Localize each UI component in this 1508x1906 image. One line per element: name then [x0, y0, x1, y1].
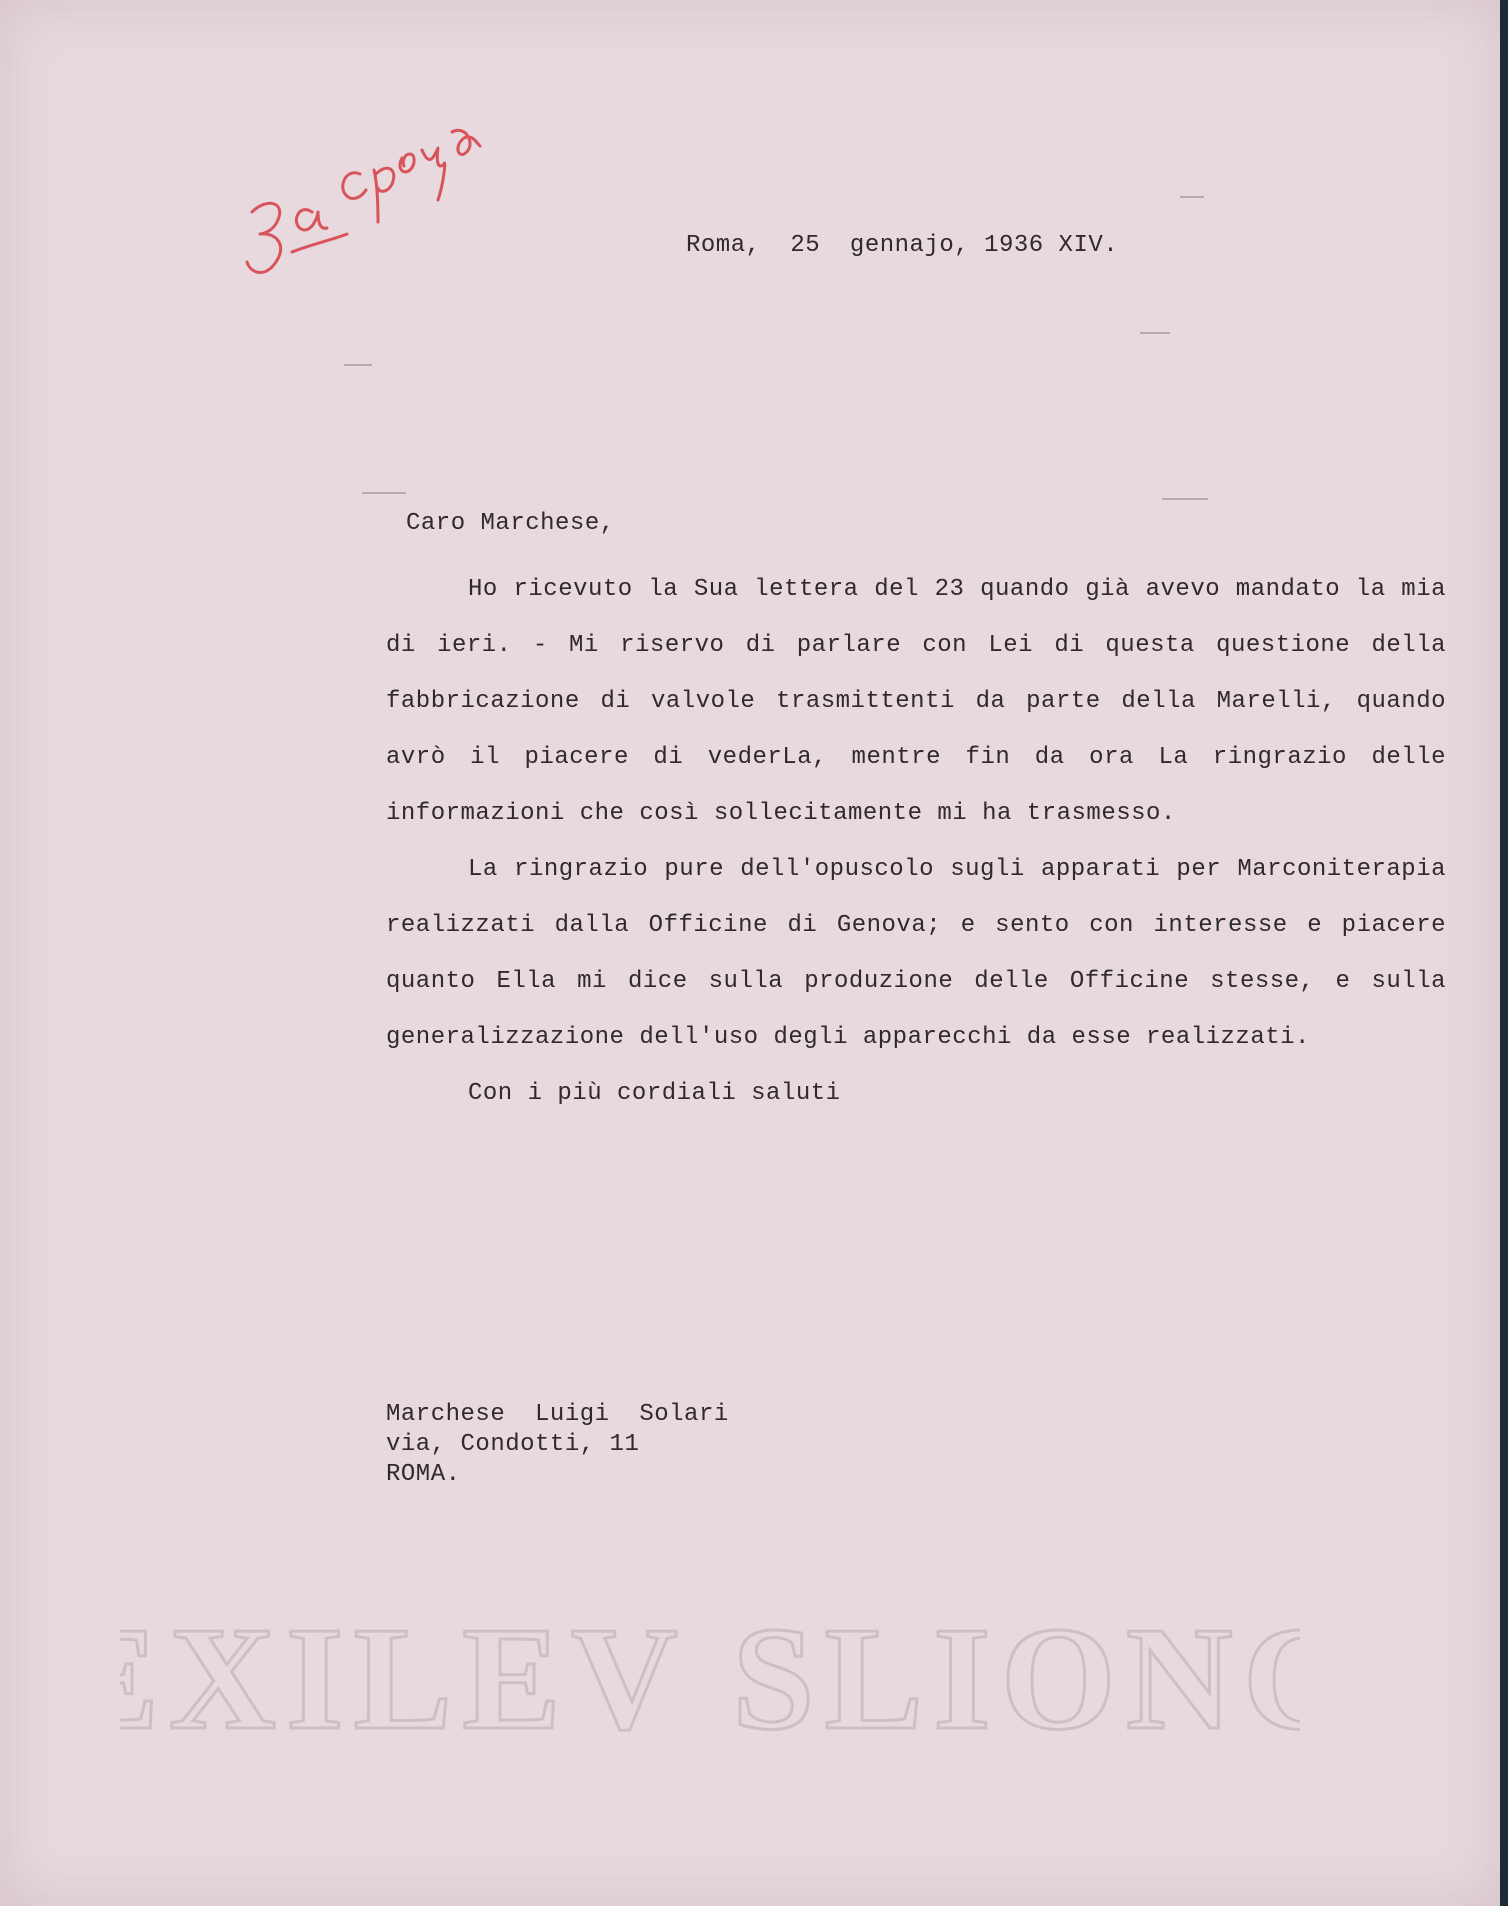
paper-mark — [1162, 498, 1208, 500]
paper-mark — [1180, 196, 1204, 198]
salutation: Caro Marchese, — [406, 510, 615, 537]
body-paragraph-1: Ho ricevuto la Sua lettera del 23 quando già avevo mandato la mia di ieri. - Mi riservo di parlare con Lei di questa questione della fabbricazione di valvole trasmittenti da parte della Marelli, quando avrò il piacere di vederLa, mentre fin da ora La ringrazio delle informazioni che così sollecitamente mi ha trasmesso. — [386, 576, 1446, 827]
paper-mark — [344, 364, 372, 366]
addressee-block — [386, 1400, 729, 1490]
stamp-graphic — [120, 1610, 1300, 1760]
addressee-street: via, Condotti, 11 — [386, 1431, 640, 1458]
addressee-city: ROMA. — [386, 1461, 461, 1488]
paper-mark — [1140, 332, 1170, 334]
body-paragraph-2: La ringrazio pure dell'opuscolo sugli apparati per Marconiterapia realizzati dalla Officine di Genova; e sento con interesse e piacere quanto Ella mi dice sulla produzione delle Officine stesse, e sulla generalizzazione dell'uso degli apparecchi da esse realizzati. — [386, 856, 1446, 1051]
bleed-through-stamp — [120, 1610, 1300, 1760]
svg-text:EXILEV SLIONC: EXILEV SLIONC — [120, 1610, 1300, 1760]
paper-mark — [362, 492, 406, 494]
handwritten-copy-note — [232, 62, 532, 292]
closing: Con i più cordiali saluti — [468, 1080, 841, 1107]
dateline: Roma, 25 gennajo, 1936 XIV. — [686, 232, 1119, 259]
addressee-name: Marchese Luigi Solari — [386, 1401, 729, 1428]
letter-body — [386, 562, 1446, 1122]
handwritten-annotation — [232, 62, 532, 292]
